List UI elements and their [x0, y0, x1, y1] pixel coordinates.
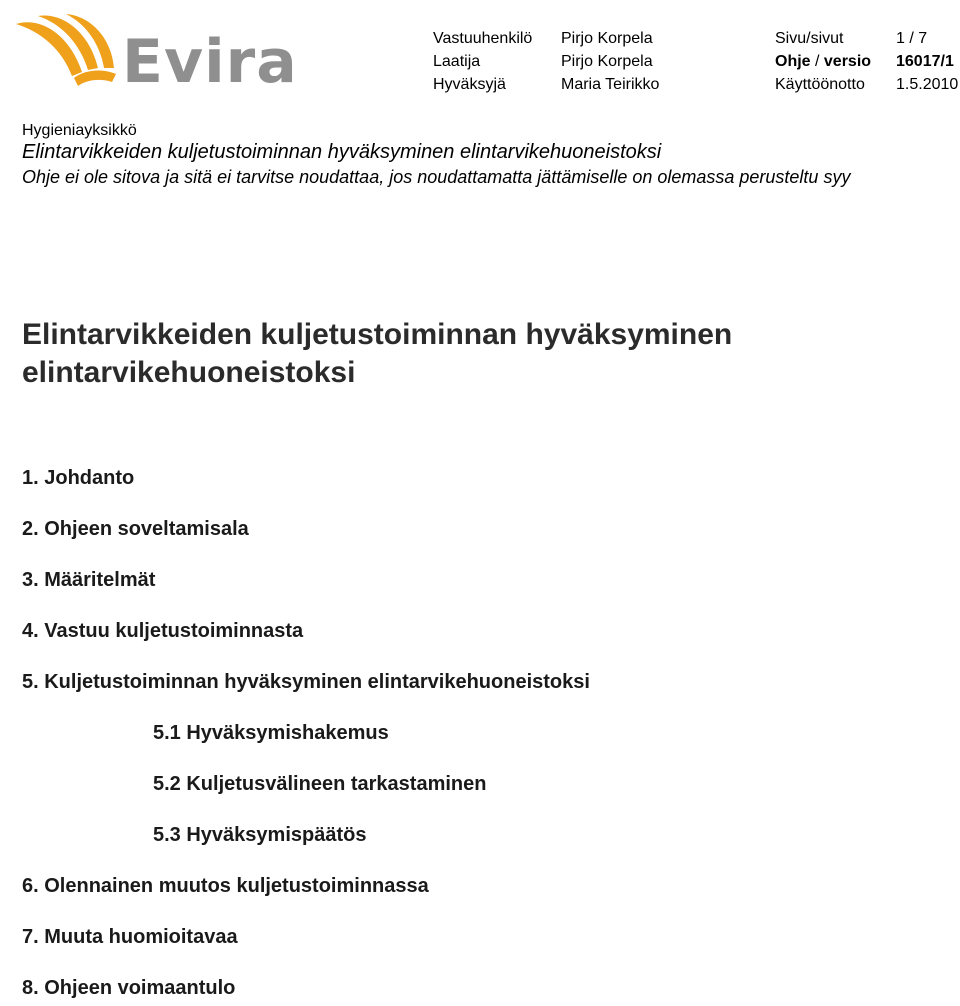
- guide-label: Ohje: [775, 53, 811, 70]
- pages-label: Sivu/sivut: [775, 30, 844, 47]
- author-label: Laatija: [433, 53, 481, 70]
- page-title: [22, 316, 922, 392]
- responsible-label: Vastuuhenkilö: [433, 30, 533, 47]
- toc-item: 2. Ohjeen soveltamisala: [22, 518, 249, 540]
- page-title-line-2: elintarvikehuoneistoksi: [22, 356, 356, 389]
- version-label: versio: [823, 53, 872, 70]
- pages-value: 1 / 7: [896, 30, 928, 47]
- toc-item: 1. Johdanto: [22, 467, 135, 489]
- toc-subitem: 5.3 Hyväksymispäätös: [153, 824, 367, 846]
- guide-version-label: [775, 53, 871, 71]
- toc-item: 7. Muuta huomioitavaa: [22, 926, 238, 948]
- toc-item: 8. Ohjeen voimaantulo: [22, 977, 236, 999]
- label-separator: /: [810, 53, 824, 70]
- toc-item: 3. Määritelmät: [22, 569, 156, 591]
- toc-item: 5. Kuljetustoiminnan hyväksyminen elintarvikehuoneistoksi: [22, 671, 590, 693]
- version-value: 16017/1: [896, 53, 954, 70]
- document-subtitle: Elintarvikkeiden kuljetustoiminnan hyväksyminen elintarvikehuoneistoksi: [22, 141, 662, 163]
- logo-wordmark: Evira: [122, 27, 298, 97]
- unit-name: Hygieniayksikkö: [22, 122, 137, 139]
- metadata-row-author: [0, 53, 960, 75]
- metadata-row-approver: [0, 76, 960, 98]
- responsible-value: Pirjo Korpela: [561, 30, 653, 47]
- effective-date-value: 1.5.2010: [896, 76, 959, 93]
- effective-date-label: Käyttöönotto: [775, 76, 865, 93]
- author-value: Pirjo Korpela: [561, 53, 653, 70]
- toc-subitem: 5.2 Kuljetusvälineen tarkastaminen: [153, 773, 487, 795]
- toc-subitem: 5.1 Hyväksymishakemus: [153, 722, 389, 744]
- document-note: Ohje ei ole sitova ja sitä ei tarvitse noudattaa, jos noudattamatta jättämiselle on olemassa perusteltu syy: [22, 167, 851, 187]
- approver-value: Maria Teirikko: [561, 76, 660, 93]
- toc-item: 6. Olennainen muutos kuljetustoiminnassa: [22, 875, 429, 897]
- metadata-row-responsible: [0, 30, 960, 52]
- page-title-line-1: Elintarvikkeiden kuljetustoiminnan hyväksyminen: [22, 318, 733, 351]
- toc-item: 4. Vastuu kuljetustoiminnasta: [22, 620, 304, 642]
- approver-label: Hyväksyjä: [433, 76, 506, 93]
